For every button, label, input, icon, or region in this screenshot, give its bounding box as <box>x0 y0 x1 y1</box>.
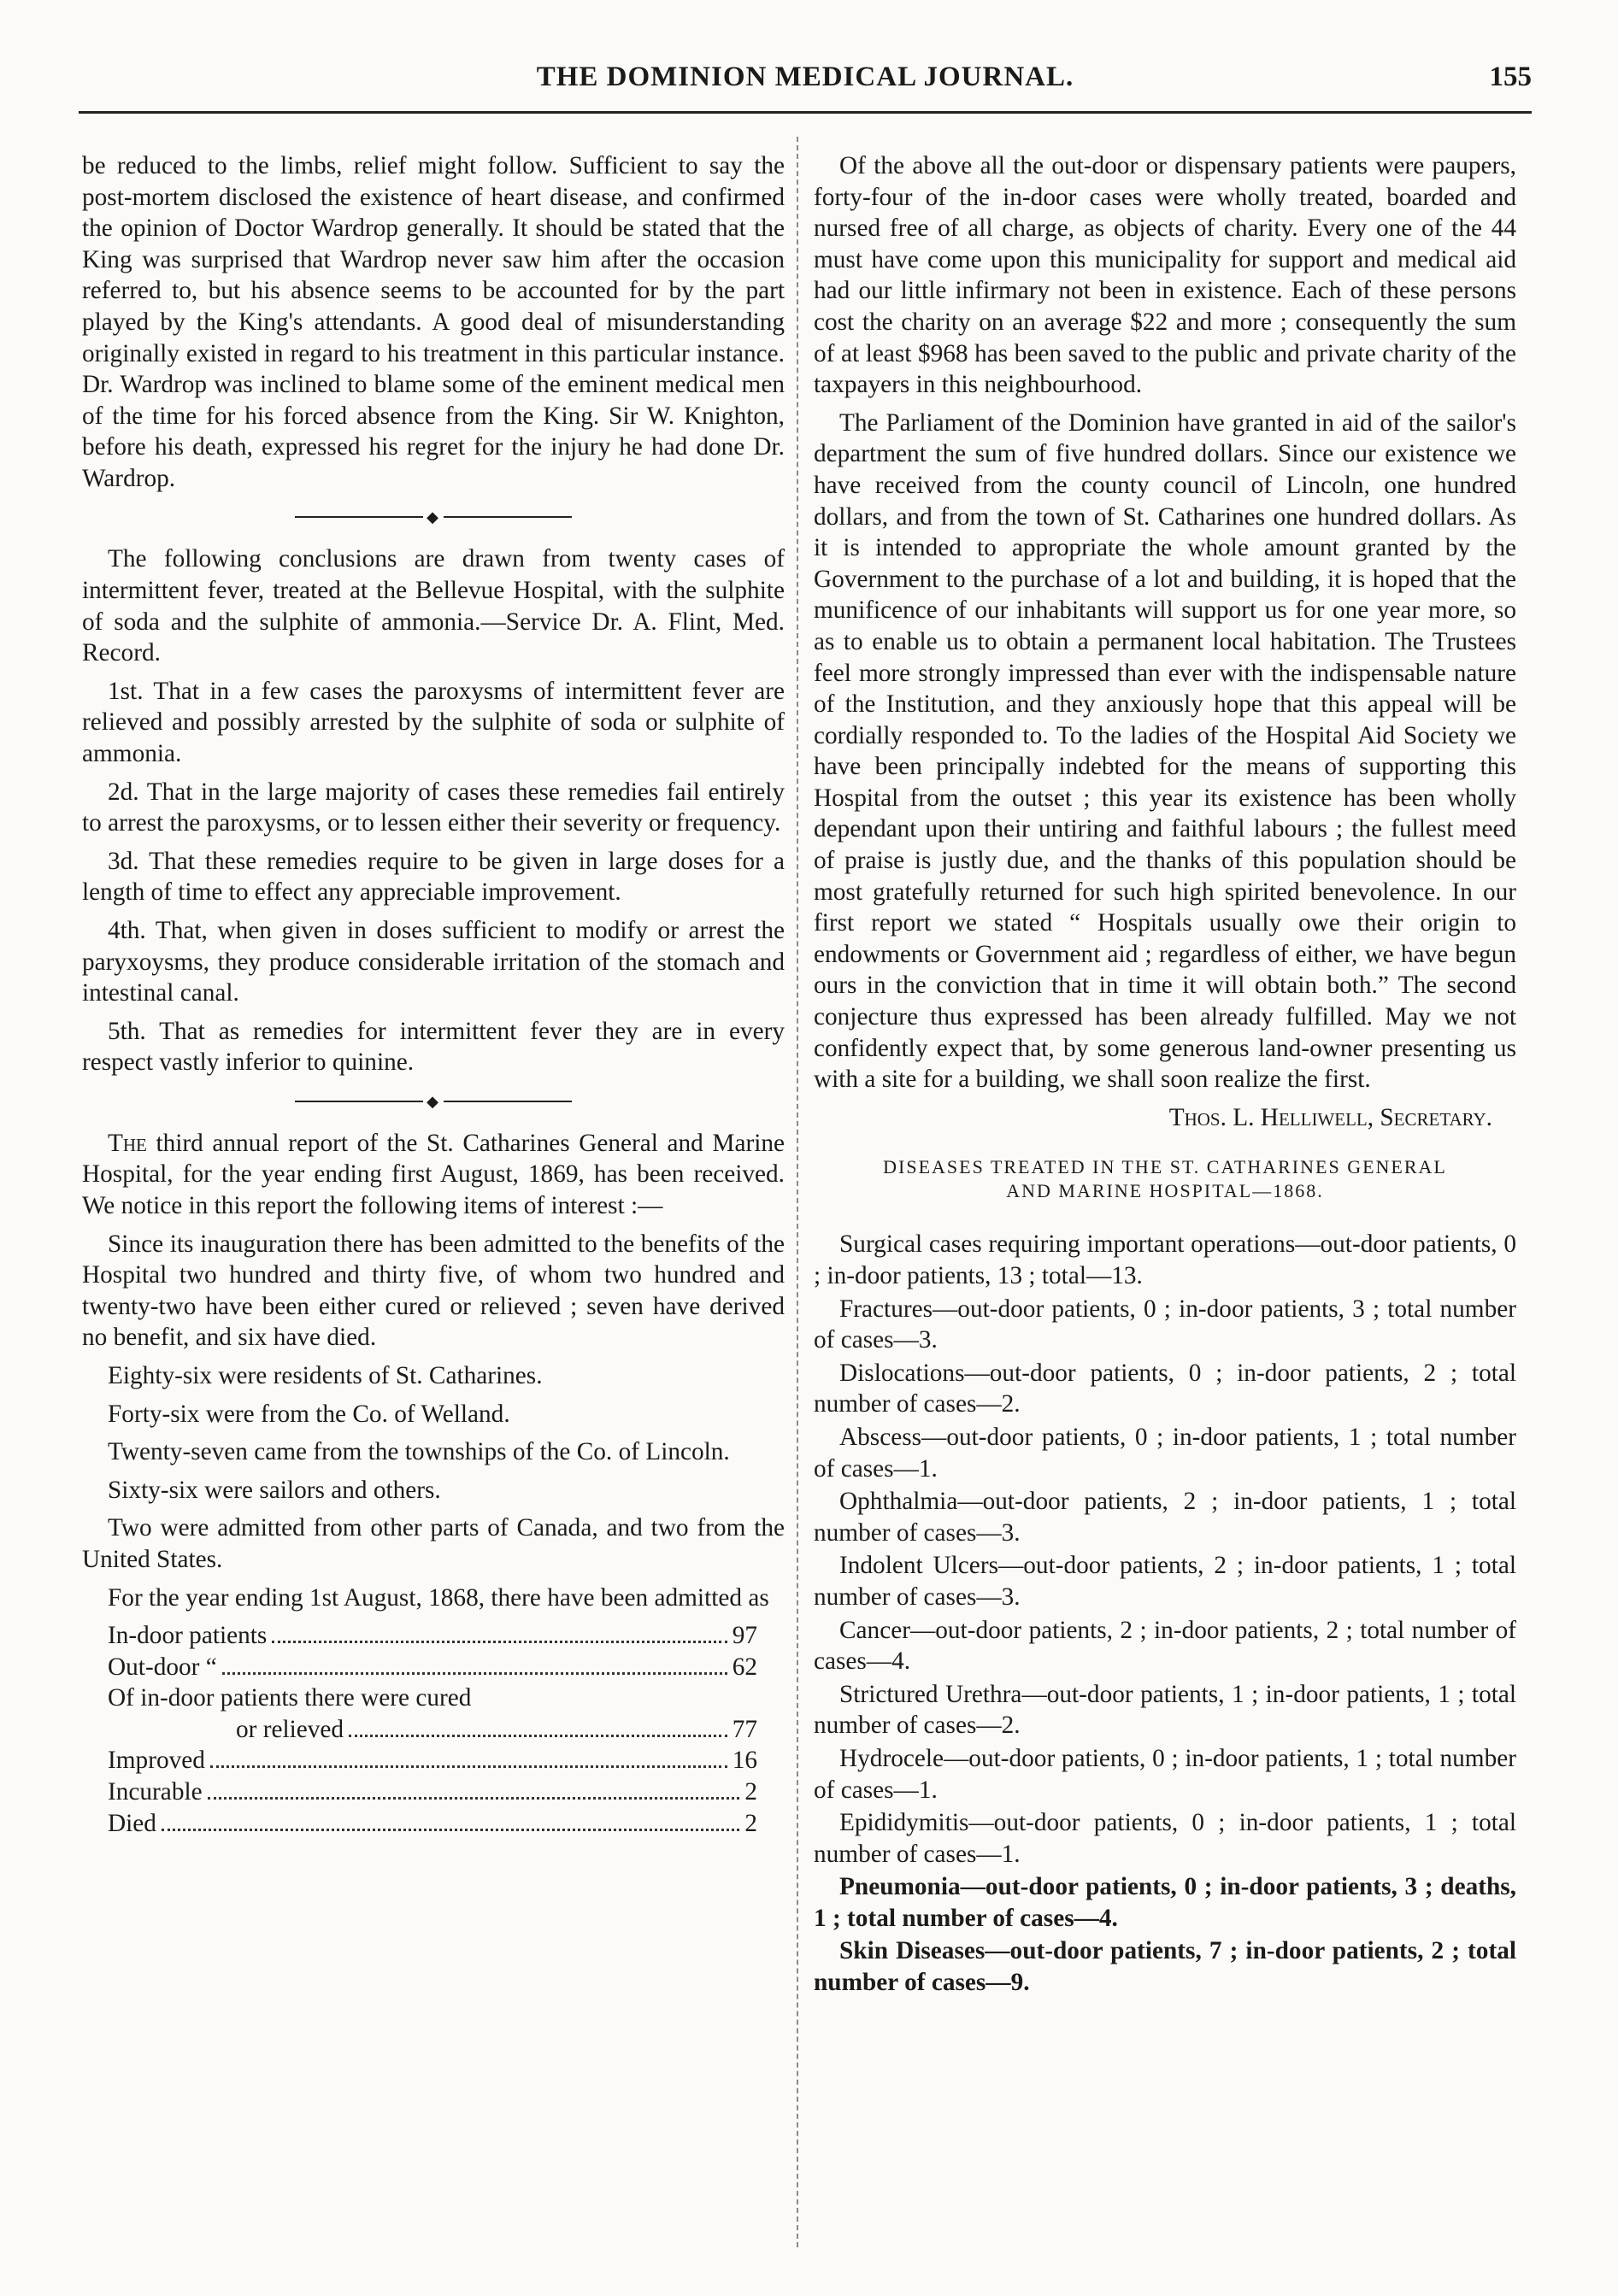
stat-label: Improved <box>108 1747 205 1775</box>
report-intro <box>82 1128 785 1222</box>
running-head: THE DOMINION MEDICAL JOURNAL. <box>536 62 1074 92</box>
disease-entry: Dislocations—out-door patients, 0 ; in-door patients, 2 ; total number of cases—2. <box>814 1359 1516 1418</box>
stat-label: Incurable <box>108 1778 203 1806</box>
disease-entry: Hydrocele—out-door patients, 0 ; in-door patients, 1 ; total number of cases—1. <box>814 1744 1516 1804</box>
conclusion-1: 1st. That in a few cases the paroxysms of intermittent fever are relieved and possibly arrested by the sulphite of soda or sulphite of ammonia. <box>82 677 785 767</box>
stat-value: 16 <box>732 1747 757 1775</box>
stat-value: 77 <box>732 1715 757 1743</box>
disease-entry: Strictured Urethra—out-door patients, 1 ; in-door patients, 1 ; total number of cases—2. <box>814 1680 1516 1740</box>
diseases-heading-line: DISEASES TREATED IN THE ST. CATHARINES GENERAL <box>883 1156 1447 1178</box>
page-number: 155 <box>1489 62 1532 92</box>
diseases-heading-line: AND MARINE HOSPITAL—1868. <box>1006 1180 1324 1202</box>
report-intro-text: third annual report of the St. Catharines General and Marine Hospital, for the year ending first August, 1869, has been received. We notice in this report the following items of interest :— <box>82 1129 785 1219</box>
disease-entry: Epididymitis—out-door patients, 0 ; in-door patients, 1 ; total number of cases—1. <box>814 1809 1516 1868</box>
section-ornament: ◆ <box>82 1092 785 1109</box>
conclusion-4: 4th. That, when given in doses sufficient to modify or arrest the paryxoysms, they produce considerable irritation of the stomach and intestinal canal. <box>82 916 785 1007</box>
fever-intro: The following conclusions are drawn from twenty cases of intermittent fever, treated at the Bellevue Hospital, with the sulphite of soda and the sulphite of ammonia.—Service Dr. A. Flint, Med. Record. <box>82 545 785 667</box>
report-paragraph: Two were admitted from other parts of Canada, and two from the United States. <box>82 1514 785 1573</box>
parliament-paragraph: The Parliament of the Dominion have granted in aid of the sailor's department the sum of five hundred dollars. Since our existence we have received from the county council of Lincoln, one hundred dollars, and from the town of St. Catharines one hundred dollars. As it is intended to appropriate the whole amount granted by the Government to the purchase of a lot and building, it is hoped that the munificence of our inhabitants will support us for one year more, so as to enable us to obtain a permanent local habitation. The Trustees feel more strongly impressed than ever with the indispensable nature of the Institution, and they anxiously hope that this appeal will be cordially responded to. To the ladies of the Hospital Aid Society we have been principally indebted for the means of supporting this Hospital from the outset ; this year its existence has been wholly dependant upon their untiring and faithful labours ; the fullest meed of praise is justly due, and the thanks of this population should be most gratefully returned for such high spirited benevolence. In our first report we stated “ Hospitals usually owe their origin to endowments or Government aid ; regardless of either, we have begun ours in the conviction that in time it will obtain both.” The second conjecture thus expressed has been already fulfilled. May we not confidently expect that, by some generous land-owner presenting us with a site for a building, we shall soon realize the first. <box>814 408 1516 1094</box>
disease-entry: Skin Diseases—out-door patients, 7 ; in-door patients, 2 ; total number of cases—9. <box>814 1937 1516 1997</box>
left-column <box>82 150 785 2235</box>
report-paragraph: Eighty-six were residents of St. Catharines. <box>108 1361 543 1389</box>
stat-label: Of in-door patients there were cured <box>108 1684 472 1712</box>
report-paragraph: Sixty-six were sailors and others. <box>108 1476 441 1504</box>
disease-entry: Indolent Ulcers—out-door patients, 2 ; in-door patients, 1 ; total number of cases—3. <box>814 1552 1516 1611</box>
table-row <box>108 1776 757 1808</box>
report-paragraph: Since its inauguration there has been admitted to the benefits of the Hospital two hundred and thirty five, of whom two hundred and twenty-two have been either cured or relieved ; seven have derived no benefit, and six have died. <box>82 1230 785 1352</box>
table-row <box>108 1714 757 1746</box>
table-row <box>108 1745 757 1776</box>
column-divider <box>797 137 798 2247</box>
table-row <box>108 1652 757 1683</box>
report-intro-lead: The <box>108 1129 147 1157</box>
page-header <box>79 56 1532 114</box>
report-paragraph: For the year ending 1st August, 1868, there have been admitted as <box>108 1583 769 1612</box>
stat-value: 2 <box>744 1809 757 1837</box>
admissions-table <box>108 1620 757 1839</box>
disease-entry: Surgical cases requiring important operations—out-door patients, 0 ; in-door patients, 13 ; total—13. <box>814 1230 1516 1289</box>
disease-entry: Ophthalmia—out-door patients, 2 ; in-door patients, 1 ; total number of cases—3. <box>814 1488 1516 1547</box>
stat-value: 97 <box>732 1622 757 1650</box>
diseases-heading <box>814 1155 1516 1203</box>
stat-value: 2 <box>744 1778 757 1806</box>
paupers-paragraph: Of the above all the out-door or dispensary patients were paupers, forty-four of the in-door cases were wholly treated, boarded and nursed free of all charge, as objects of charity. Every one of the 44 must have come upon this municipality for support and medical aid had our little infirmary not been in existence. Each of these persons cost the charity on an average $22 and more ; consequently the sum of at least $968 has been saved to the public and private charity of the taxpayers in this neighbourhood. <box>814 152 1516 399</box>
signature: Thos. L. Helliwell, Secretary. <box>1168 1103 1492 1131</box>
conclusion-2: 2d. That in the large majority of cases these remedies fail entirely to arrest the paroxysms, or to lessen either their severity or frequency. <box>82 778 785 837</box>
conclusion-5: 5th. That as remedies for intermittent fever they are in every respect vastly inferior to quinine. <box>82 1017 785 1077</box>
conclusion-3: 3d. That these remedies require to be given in large doses for a length of time to effect any appreciable improvement. <box>82 847 785 907</box>
disease-entry: Abscess—out-door patients, 0 ; in-door patients, 1 ; total number of cases—1. <box>814 1423 1516 1483</box>
right-column <box>814 150 1516 2235</box>
wardrop-paragraph: be reduced to the limbs, relief might follow. Sufficient to say the post-mortem disclosed the existence of heart disease, and confirmed the opinion of Doctor Wardrop generally. It should be stated that the King was surprised that Wardrop never saw him after the occasion referred to, but his absence seems to be accounted for by the part played by the King's attendants. A good deal of misunderstanding originally existed in regard to his treatment in this particular instance. Dr. Wardrop was inclined to blame some of the eminent medical men of the time for his forced absence from the King. Sir W. Knighton, before his death, expressed his regret for the injury he had done Dr. Wardrop. <box>82 152 785 492</box>
section-ornament: ◆ <box>82 508 785 526</box>
disease-entry: Fractures—out-door patients, 0 ; in-door patients, 3 ; total number of cases—3. <box>814 1295 1516 1354</box>
report-paragraph: Twenty-seven came from the townships of the Co. of Lincoln. <box>108 1438 730 1466</box>
disease-entry: Pneumonia—out-door patients, 0 ; in-door patients, 3 ; deaths, 1 ; total number of cases—4. <box>814 1873 1516 1932</box>
stat-value: 62 <box>732 1653 757 1681</box>
stat-label: Out-door “ <box>108 1653 217 1681</box>
table-row <box>108 1682 757 1714</box>
stat-label: In-door patients <box>108 1622 268 1650</box>
disease-entry: Cancer—out-door patients, 2 ; in-door patients, 2 ; total number of cases—4. <box>814 1616 1516 1676</box>
stat-label: or relieved <box>236 1715 344 1743</box>
stat-label: Died <box>108 1809 156 1837</box>
report-paragraph: Forty-six were from the Co. of Welland. <box>108 1400 510 1428</box>
table-row <box>108 1620 757 1652</box>
table-row <box>108 1808 757 1840</box>
